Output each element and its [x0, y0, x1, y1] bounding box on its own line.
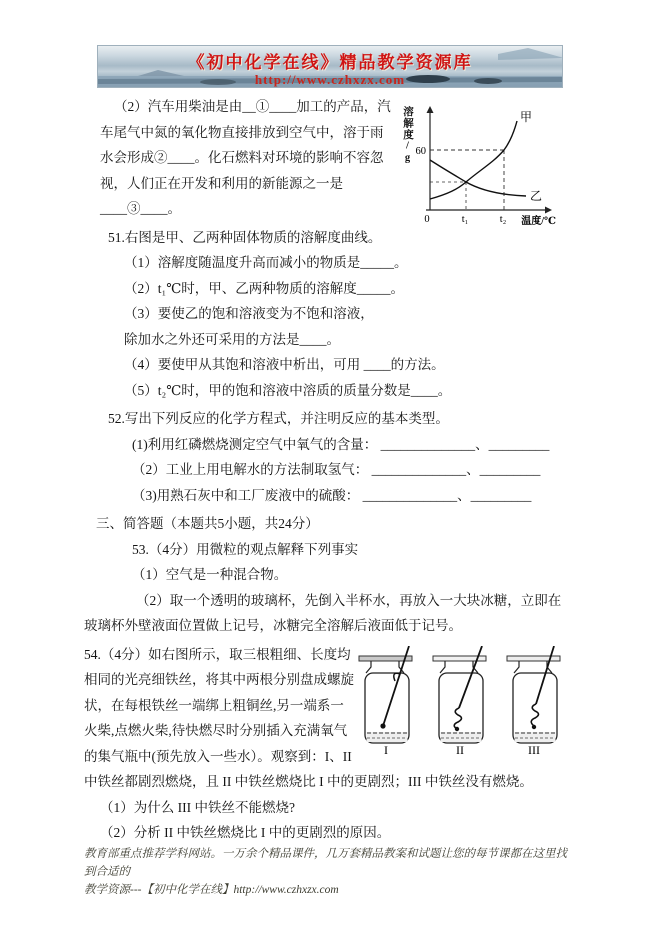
series-label-yi: 乙 [530, 189, 543, 203]
page-footer [84, 845, 570, 899]
bottle-II-neck-left [440, 661, 445, 673]
solubility-curve-chart [400, 98, 562, 232]
question-51-item-2: （2）t₁℃时，甲、乙两种物质的溶解度_____。 [124, 280, 405, 296]
bottle-III-wire-tip [532, 724, 536, 728]
bottle-I-neck-left [366, 661, 371, 673]
bottle-II-iron-wire [459, 646, 482, 708]
x-tick-t1: t₁ [461, 214, 469, 225]
bottle-III-lid [507, 656, 560, 661]
bottle-III-label: III [528, 742, 540, 756]
bottle-III [507, 646, 560, 756]
y-tick-60: 60 [415, 146, 426, 157]
gas-bottles-canvas [358, 646, 562, 756]
banner-title: 《初中化学在线》精品教学资源库 [187, 53, 473, 72]
question-54-item-2: （2）分析 II 中铁丝燃烧比 I 中的更剧烈的原因。 [100, 825, 391, 840]
bottle-I-wire-tip [380, 723, 385, 728]
gas-bottles-figure [358, 646, 562, 756]
question-51-item-5: （5）t₂℃时，甲的饱和溶液中溶质的质量分数是____。 [124, 382, 452, 398]
curve-yi [430, 160, 526, 196]
question-53-stem: 53.（4分）用微粒的观点解释下列事实 [132, 541, 359, 557]
exam-content [84, 94, 562, 846]
question-51-item-4: （4）要使甲从其饱和溶液中析出，可用 ____的方法。 [124, 357, 445, 372]
bottle-III-iron-wire [536, 646, 554, 704]
chart-canvas [400, 98, 562, 232]
question-52-item-1: (1)利用红磷燃烧测定空气中氧气的含量： ______________、_________ [132, 436, 550, 452]
question-52-item-2: （2）工业上用电解水的方法制取氢气： ______________、_________ [132, 462, 541, 477]
question-52-stem: 52.写出下列反应的化学方程式，并注明反应的基本类型。 [108, 411, 449, 426]
site-banner [97, 45, 563, 88]
bottle-II [433, 646, 486, 756]
bottle-II-coil [454, 708, 461, 729]
footer-line-1: 教育部重点推荐学科网站。一万余个精品课件，几万套精品教案和试题让您的每节课都在这里找到合适的 [84, 848, 567, 878]
question-54-block [84, 642, 562, 846]
series-label-jia: 甲 [520, 110, 533, 124]
question-53-item-2: （2）取一个透明的玻璃杯，先倒入半杯水，再放入一大块冰糖，立即在玻璃杯外壁液面位置做上记号，冰糖完全溶解后液面低于记号。 [84, 592, 562, 633]
bottle-I-label: I [384, 742, 388, 756]
bottle-II-wire-tip [455, 726, 459, 730]
x-axis-label: 温度/℃ [521, 216, 556, 227]
question-51-item-1: （1）溶解度随温度升高而减小的物质是_____。 [124, 255, 408, 270]
question-53-item-1: （1）空气是一种混合物。 [132, 567, 288, 582]
bottle-II-label: II [456, 742, 464, 756]
bottle-III-coil [531, 704, 538, 726]
x-axis-arrow [545, 207, 552, 214]
x-tick-t2: t₂ [499, 214, 507, 225]
question-50-part2: （2）汽车用柴油是由__①____加工的产品，汽车尾气中氮的氧化物直接排放到空气中，溶于雨水会形成②____。化石燃料对环境的影响不容忽视，人们正在开发和利用的新能源之一是 ____③____。 [100, 99, 391, 216]
question-51-item-3-cont: 除加水之外还可采用的方法是____。 [124, 331, 340, 347]
question-52-item-3: （3)用熟石灰中和工厂废液中的硫酸： ______________、_________ [132, 487, 532, 503]
question-51-stem: 51.右图是甲、乙两种固体物质的溶解度曲线。 [108, 229, 382, 245]
question-54-item-1: （1）为什么 III 中铁丝不能燃烧? [100, 799, 295, 815]
bottle-III-neck-left [514, 661, 519, 673]
question-54-stem: 54.（4分）如右图所示，取三根粗细、长度均相同的光亮细铁丝，将其中两根分别盘成螺旋状，在每根铁丝一端绑上粗铜丝,另一端系一火柴,点燃火柴,待快燃尽时分别插入充满氧气的集气瓶中(预先放入一些水）。观察到：I、II 中铁丝都剧烈燃烧，且 II 中铁丝燃烧比 I 中的更剧烈；III 中铁丝没有燃烧。 [84, 646, 533, 789]
x-tick-0: 0 [424, 214, 430, 225]
footer-line-2: 教学资源---【初中化学在线】http://www.czhxzx.com [84, 884, 339, 896]
bottle-I [359, 646, 412, 756]
banner-url-link[interactable]: http://www.czhxzx.com [254, 72, 406, 87]
question-51-item-3: （3）要使乙的饱和溶液变为不饱和溶液， [124, 306, 374, 321]
chart-y-axis-label: 溶解度/g [402, 106, 413, 165]
section-3-heading: 三、简答题（本题共5小题，共24分） [96, 516, 319, 531]
